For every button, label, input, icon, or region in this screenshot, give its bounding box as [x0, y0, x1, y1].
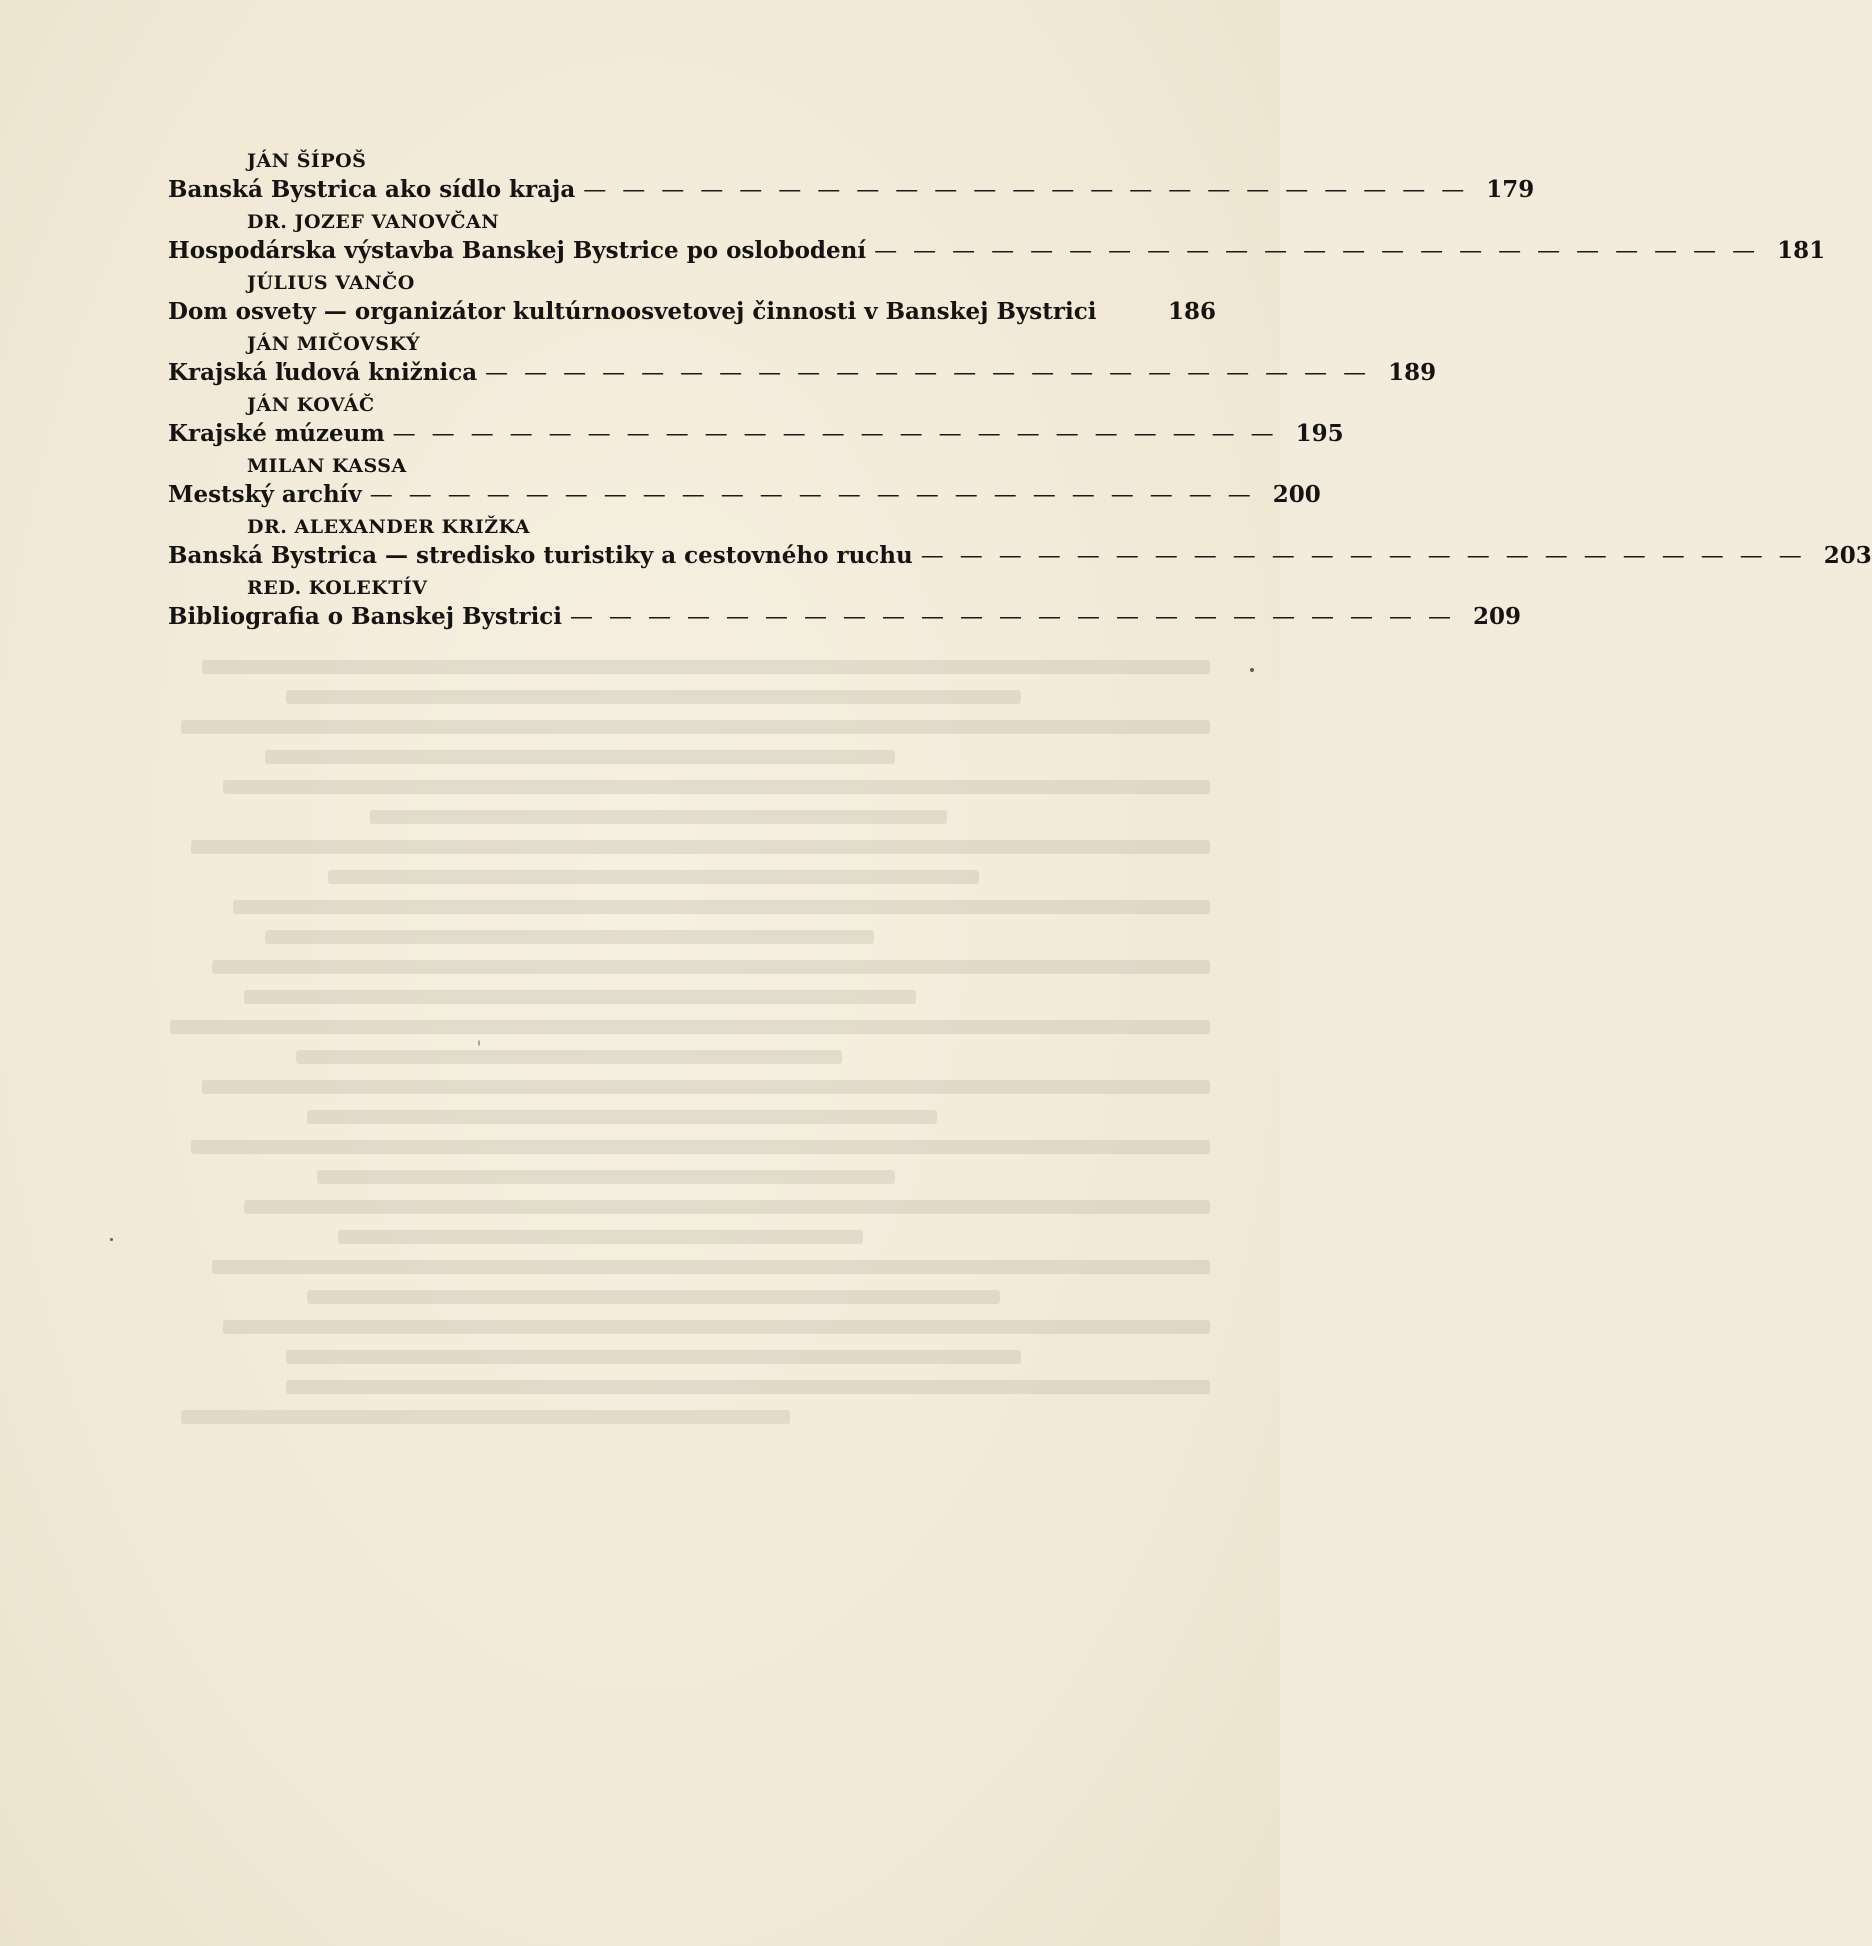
toc-author: JÚLIUS VANČO [247, 272, 415, 294]
toc-title: Mestský archív [168, 481, 362, 508]
toc-author: RED. KOLEKTÍV [247, 577, 428, 599]
toc-title: Krajská ľudová knižnica [168, 359, 478, 386]
toc-page-number: 200 [1272, 481, 1321, 508]
toc-title: Hospodárska výstavba Banskej Bystrice po oslobodení [168, 237, 867, 264]
toc-author: DR. JOZEF VANOVČAN [247, 211, 500, 233]
toc-title: Banská Bystrica ako sídlo kraja [168, 176, 576, 203]
toc-author: JÁN ŠÍPOŠ [247, 150, 367, 172]
toc-entry [168, 148, 1535, 206]
toc-page-number: 186 [1168, 298, 1217, 325]
toc-author: JÁN MIČOVSKÝ [247, 333, 421, 355]
toc-line [168, 296, 1217, 328]
toc-title: Krajské múzeum [168, 420, 385, 447]
toc-line [168, 601, 1522, 633]
toc-page-number: 179 [1486, 176, 1535, 203]
toc-entry [168, 331, 1437, 389]
leader-dashes: ——————————————————————— [920, 543, 1818, 569]
toc-line [168, 540, 1872, 572]
toc-entry [168, 392, 1344, 450]
toc-entry [168, 514, 1872, 572]
toc-entry [168, 270, 1217, 328]
paper-speck [1250, 668, 1254, 672]
toc-page-number: 189 [1388, 359, 1437, 386]
leader-dashes: ——————————————————————— [583, 177, 1481, 203]
toc-line [168, 357, 1437, 389]
toc-title: Bibliografia o Banskej Bystrici [168, 603, 563, 630]
paper-speck [110, 1238, 113, 1241]
toc-author: MILAN KASSA [247, 455, 407, 477]
table-of-contents [168, 148, 1872, 636]
toc-author: JÁN KOVÁČ [247, 394, 375, 416]
toc-title: Dom osvety — organizátor kultúrnoosvetovej činnosti v Banskej Bystrici [168, 298, 1097, 325]
leader-dashes: ——————————————————————— [369, 482, 1267, 508]
paper-speck [478, 1040, 480, 1046]
toc-page-number: 181 [1777, 237, 1826, 264]
leader-dashes: ——————————————————————— [570, 604, 1468, 630]
toc-page-number: 195 [1295, 420, 1344, 447]
toc-line [168, 174, 1535, 206]
toc-author: DR. ALEXANDER KRIŽKA [247, 516, 531, 538]
toc-entry [168, 453, 1321, 511]
toc-page-number: 209 [1473, 603, 1522, 630]
leader-dashes: ——————————————————————— [392, 421, 1290, 447]
toc-line [168, 418, 1344, 450]
toc-title: Banská Bystrica — stredisko turistiky a cestovného ruchu [168, 542, 913, 569]
leader-dashes: ——————————————————————— [874, 238, 1772, 264]
toc-page-number: 203 [1823, 542, 1872, 569]
toc-entry [168, 575, 1522, 633]
toc-line [168, 479, 1321, 511]
leader-dashes: ——————————————————————— [485, 360, 1383, 386]
toc-line [168, 235, 1826, 267]
show-through-text [160, 660, 1210, 1640]
toc-entry [168, 209, 1826, 267]
